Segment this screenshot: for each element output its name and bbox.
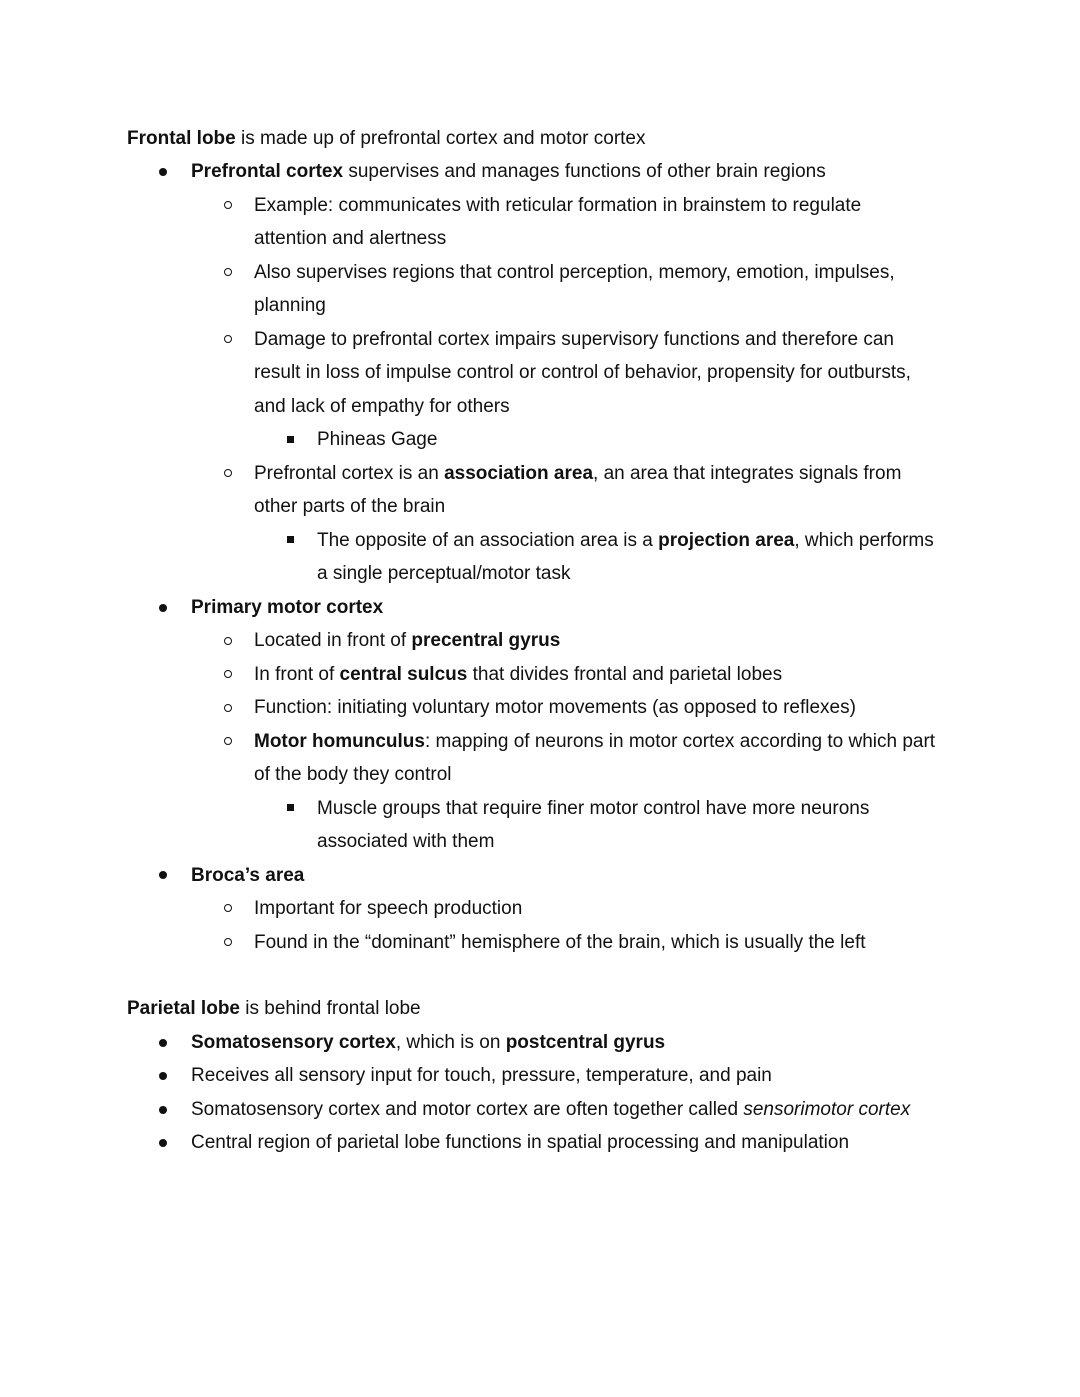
bullet-circle-icon bbox=[224, 938, 232, 946]
function-line: Function: initiating voluntary motor movements (as opposed to reflexes) bbox=[254, 697, 856, 718]
homunculus-line-2: of the body they control bbox=[254, 764, 452, 785]
frontal-lobe-heading bbox=[127, 128, 646, 150]
central-sulcus-post: that divides frontal and parietal lobes bbox=[467, 664, 783, 685]
example-line-2: attention and alertness bbox=[254, 228, 447, 249]
prefrontal-cortex-text: supervises and manages functions of other brain regions bbox=[343, 161, 826, 182]
damage-line-1: Damage to prefrontal cortex impairs supervisory functions and therefore can bbox=[254, 329, 894, 350]
bullet-circle-icon bbox=[224, 469, 232, 477]
association-line-2: other parts of the brain bbox=[254, 496, 446, 517]
parietal-lobe-heading bbox=[127, 998, 421, 1020]
bullet-disc-icon bbox=[159, 1039, 167, 1047]
association-post: , an area that integrates signals from bbox=[593, 463, 902, 484]
sensory-input-line: Receives all sensory input for touch, pressure, temperature, and pain bbox=[191, 1065, 772, 1086]
somatosensory-cortex-term: Somatosensory cortex bbox=[191, 1032, 396, 1053]
muscle-groups-line-2: associated with them bbox=[317, 831, 495, 852]
bullet-disc-icon bbox=[159, 604, 167, 612]
bullet-circle-icon bbox=[224, 201, 232, 209]
also-supervises-line-1: Also supervises regions that control perception, memory, emotion, impulses, bbox=[254, 262, 895, 283]
bullet-square-icon bbox=[287, 804, 294, 811]
association-pre: Prefrontal cortex is an bbox=[254, 463, 445, 484]
central-sulcus-pre: In front of bbox=[254, 664, 340, 685]
located-pre: Located in front of bbox=[254, 630, 412, 651]
central-sulcus-term: central sulcus bbox=[339, 664, 468, 685]
precentral-gyrus-term: precentral gyrus bbox=[411, 630, 561, 651]
brocas-area-title: Broca’s area bbox=[191, 865, 305, 886]
primary-motor-cortex-title: Primary motor cortex bbox=[191, 597, 384, 618]
bullet-square-icon bbox=[287, 536, 294, 543]
sensorimotor-line bbox=[191, 1099, 910, 1121]
damage-line-2: result in loss of impulse control or control of behavior, propensity for outbursts, bbox=[254, 362, 911, 383]
projection-pre: The opposite of an association area is a bbox=[317, 530, 659, 551]
phineas-gage: Phineas Gage bbox=[317, 429, 438, 450]
frontal-lobe-term: Frontal lobe bbox=[127, 128, 236, 149]
projection-post: , which performs bbox=[794, 530, 934, 551]
somatosensory-line bbox=[191, 1032, 665, 1054]
bullet-disc-icon bbox=[159, 1106, 167, 1114]
speech-production-line: Important for speech production bbox=[254, 898, 523, 919]
bullet-circle-icon bbox=[224, 268, 232, 276]
example-line-1: Example: communicates with reticular formation in brainstem to regulate bbox=[254, 195, 862, 216]
projection-line-2: a single perceptual/motor task bbox=[317, 563, 571, 584]
projection-area-term: projection area bbox=[658, 530, 795, 551]
located-line bbox=[254, 630, 560, 652]
muscle-groups-line-1: Muscle groups that require finer motor control have more neurons bbox=[317, 798, 870, 819]
projection-line-1 bbox=[317, 530, 934, 552]
central-sulcus-line bbox=[254, 664, 782, 686]
prefrontal-cortex-term: Prefrontal cortex bbox=[191, 161, 344, 182]
frontal-lobe-heading-text: is made up of prefrontal cortex and motor cortex bbox=[235, 128, 646, 149]
spatial-processing-line: Central region of parietal lobe functions in spatial processing and manipulation bbox=[191, 1132, 850, 1153]
bullet-square-icon bbox=[287, 436, 294, 443]
homunculus-line-1 bbox=[254, 731, 935, 753]
association-line-1 bbox=[254, 463, 901, 485]
parietal-lobe-heading-text: is behind frontal lobe bbox=[240, 998, 421, 1019]
bullet-circle-icon bbox=[224, 637, 232, 645]
sensorimotor-pre: Somatosensory cortex and motor cortex are often together called bbox=[191, 1099, 744, 1120]
bullet-circle-icon bbox=[224, 335, 232, 343]
sensorimotor-cortex-term: sensorimotor cortex bbox=[743, 1099, 911, 1120]
motor-homunculus-term: Motor homunculus bbox=[254, 731, 425, 752]
somatosensory-mid: , which is on bbox=[395, 1032, 506, 1053]
damage-line-3: and lack of empathy for others bbox=[254, 396, 510, 417]
bullet-disc-icon bbox=[159, 168, 167, 176]
postcentral-gyrus-term: postcentral gyrus bbox=[505, 1032, 666, 1053]
bullet-circle-icon bbox=[224, 704, 232, 712]
association-area-term: association area bbox=[444, 463, 594, 484]
prefrontal-cortex-item bbox=[191, 161, 826, 183]
parietal-lobe-term: Parietal lobe bbox=[127, 998, 240, 1019]
homunculus-post: : mapping of neurons in motor cortex according to which part bbox=[424, 731, 936, 752]
bullet-circle-icon bbox=[224, 670, 232, 678]
also-supervises-line-2: planning bbox=[254, 295, 326, 316]
bullet-disc-icon bbox=[159, 1139, 167, 1147]
bullet-circle-icon bbox=[224, 904, 232, 912]
dominant-hemisphere-line: Found in the “dominant” hemisphere of the brain, which is usually the left bbox=[254, 932, 866, 953]
bullet-disc-icon bbox=[159, 1072, 167, 1080]
bullet-disc-icon bbox=[159, 871, 167, 879]
bullet-circle-icon bbox=[224, 737, 232, 745]
